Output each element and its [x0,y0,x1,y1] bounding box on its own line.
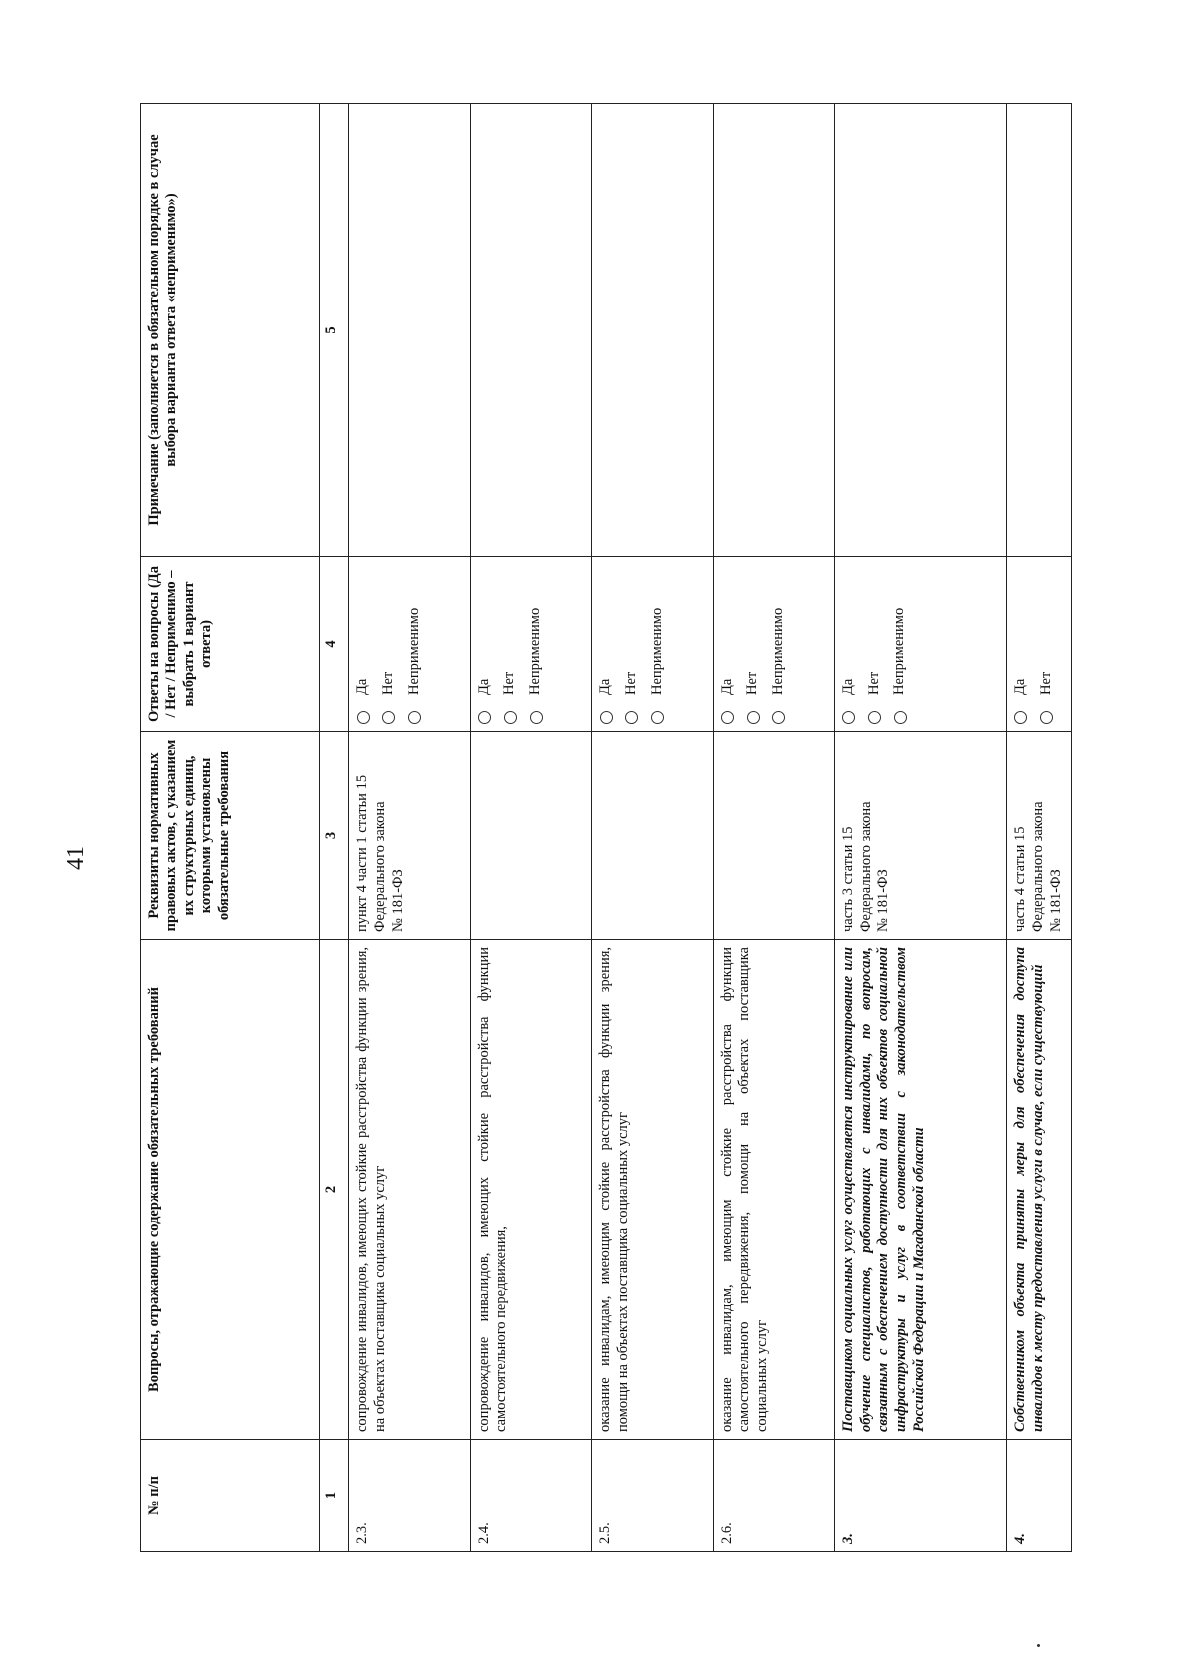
column-number-row [320,104,349,1552]
answer-label: Неприменимо [648,607,665,695]
answer-label: Неприменимо [405,607,422,695]
answer-label: Да [475,678,492,695]
radio-icon[interactable] [382,711,395,724]
row-answers [835,557,1007,732]
row-note[interactable] [592,104,713,557]
answer-label: Неприменимо [527,607,544,695]
header-note: Примечание (заполняется в обязательном порядке в случае выбора варианта ответа «неприменимо») [141,104,320,557]
row-number: 2.5. [592,1440,713,1552]
radio-icon[interactable] [842,711,855,724]
row-number: 2.3. [349,1440,470,1552]
answer-label: Нет [380,671,397,695]
header-question: Вопросы, отражающие содержание обязательных требований [141,940,320,1440]
answer-option-yes[interactable] [597,564,615,724]
table-row [592,104,713,1552]
header-number: № п/п [141,1440,320,1552]
row-note[interactable] [835,104,1007,557]
radio-icon[interactable] [747,711,760,724]
answer-option-no[interactable] [380,564,398,724]
rotated-page-content [140,104,1072,1552]
answer-label: Неприменимо [770,607,787,695]
requisite-line-a: часть 3 статьи 15 [840,826,857,932]
answer-label: Неприменимо [891,607,908,695]
row-requisites [349,732,470,940]
table-row [349,104,470,1552]
answer-label: Да [354,678,371,695]
column-number: 4 [320,557,349,732]
answer-label: Да [840,678,857,695]
answer-label: Нет [1037,671,1054,695]
answer-option-no[interactable] [866,564,884,724]
answer-label: Нет [744,671,761,695]
radio-icon[interactable] [772,711,785,724]
column-number: 1 [320,1440,349,1552]
answer-option-yes[interactable] [719,564,737,724]
row-answers [470,557,591,732]
table-row [835,104,1007,1552]
requirements-table [140,103,1072,1552]
radio-icon[interactable] [600,711,613,724]
radio-icon[interactable] [721,711,734,724]
row-note[interactable] [1007,104,1072,557]
answer-option-yes[interactable] [1012,564,1030,724]
radio-icon[interactable] [504,711,517,724]
column-number: 2 [320,940,349,1440]
row-number: 4. [1007,1440,1072,1552]
header-answers: Ответы на вопросы (Да / Нет / Неприменимо – выбрать 1 вариант ответа) [141,557,320,732]
table-row [470,104,591,1552]
requisite-line-c: № 181-ФЗ [1047,869,1064,932]
requisite-line-a: часть 4 статьи 15 [1012,826,1029,932]
requisite-line-b: Федерального закона [857,801,874,932]
requisite-line-c: № 181-ФЗ [389,869,406,932]
answer-option-not-applicable[interactable] [406,564,424,724]
row-question: Поставщиком социальных услуг осуществляется инструктирование или обучение специалистов, работающих с инвалидами, по вопросам, связанным с обеспечением доступности для них объектов социальной инфраструктуры и услуг в соответствии с законодательством Российской Федерации и Магаданской области [835,940,1007,1440]
column-number: 5 [320,104,349,557]
answer-option-not-applicable[interactable] [891,564,909,724]
column-number: 3 [320,732,349,940]
row-question: оказание инвалидам, имеющим стойкие расстройства функции зрения, помощи на объектах поставщика социальных услуг [592,940,713,1440]
row-number: 2.4. [470,1440,591,1552]
row-answers [1007,557,1072,732]
answer-option-no[interactable] [1038,564,1056,724]
answer-label: Да [597,678,614,695]
answer-option-no[interactable] [501,564,519,724]
row-note[interactable] [349,104,470,557]
answer-option-no[interactable] [623,564,641,724]
row-number: 3. [835,1440,1007,1552]
radio-icon[interactable] [1014,711,1027,724]
row-note[interactable] [470,104,591,557]
row-question: Собственником объекта приняты меры для обеспечения доступа инвалидов к месту предоставления услуги в случае, если существующий [1007,940,1072,1440]
radio-icon[interactable] [868,711,881,724]
answer-option-not-applicable[interactable] [649,564,667,724]
radio-icon[interactable] [625,711,638,724]
answer-label: Нет [501,671,518,695]
table-row [713,104,834,1552]
answer-option-yes[interactable] [476,564,494,724]
header-requisites: Реквизиты нормативных правовых актов, с указанием их структурных единиц, которыми установлены обязательные требования [141,732,320,940]
row-number: 2.6. [713,1440,834,1552]
radio-icon[interactable] [478,711,491,724]
requisite-line-b: Федерального закона [1029,801,1046,932]
row-requisites [1007,732,1072,940]
row-answers [349,557,470,732]
radio-icon[interactable] [651,711,664,724]
answer-option-yes[interactable] [840,564,858,724]
row-requisites [835,732,1007,940]
row-question: сопровождение инвалидов, имеющих стойкие расстройства функции самостоятельного передвижения, [470,940,591,1440]
answer-option-yes[interactable] [354,564,372,724]
answer-label: Нет [622,671,639,695]
radio-icon[interactable] [530,711,543,724]
answer-label: Нет [865,671,882,695]
radio-icon[interactable] [894,711,907,724]
answer-option-not-applicable[interactable] [770,564,788,724]
scan-artifact [1037,1644,1040,1647]
table-row [1007,104,1072,1552]
page-number: 41 [63,846,89,870]
answer-label: Да [718,678,735,695]
radio-icon[interactable] [1040,711,1053,724]
radio-icon[interactable] [357,711,370,724]
row-requisites [470,732,591,940]
row-note[interactable] [713,104,834,557]
row-question: сопровождение инвалидов, имеющих стойкие расстройства функции зрения, на объектах поставщика социальных услуг [349,940,470,1440]
row-question: оказание инвалидам, имеющим стойкие расстройства функции самостоятельного передвижения, помощи на объектах поставщика социальных услуг [713,940,834,1440]
answer-option-no[interactable] [744,564,762,724]
answer-option-not-applicable[interactable] [527,564,545,724]
table-header-row [141,104,320,1552]
row-requisites [713,732,834,940]
requisite-line-c: № 181-ФЗ [875,869,892,932]
answer-label: Да [1012,678,1029,695]
row-answers [592,557,713,732]
row-answers [713,557,834,732]
radio-icon[interactable] [408,711,421,724]
requisite-line-a: пункт 4 части 1 статьи 15 [354,774,371,932]
requisite-line-b: Федерального закона [372,801,389,932]
row-requisites [592,732,713,940]
